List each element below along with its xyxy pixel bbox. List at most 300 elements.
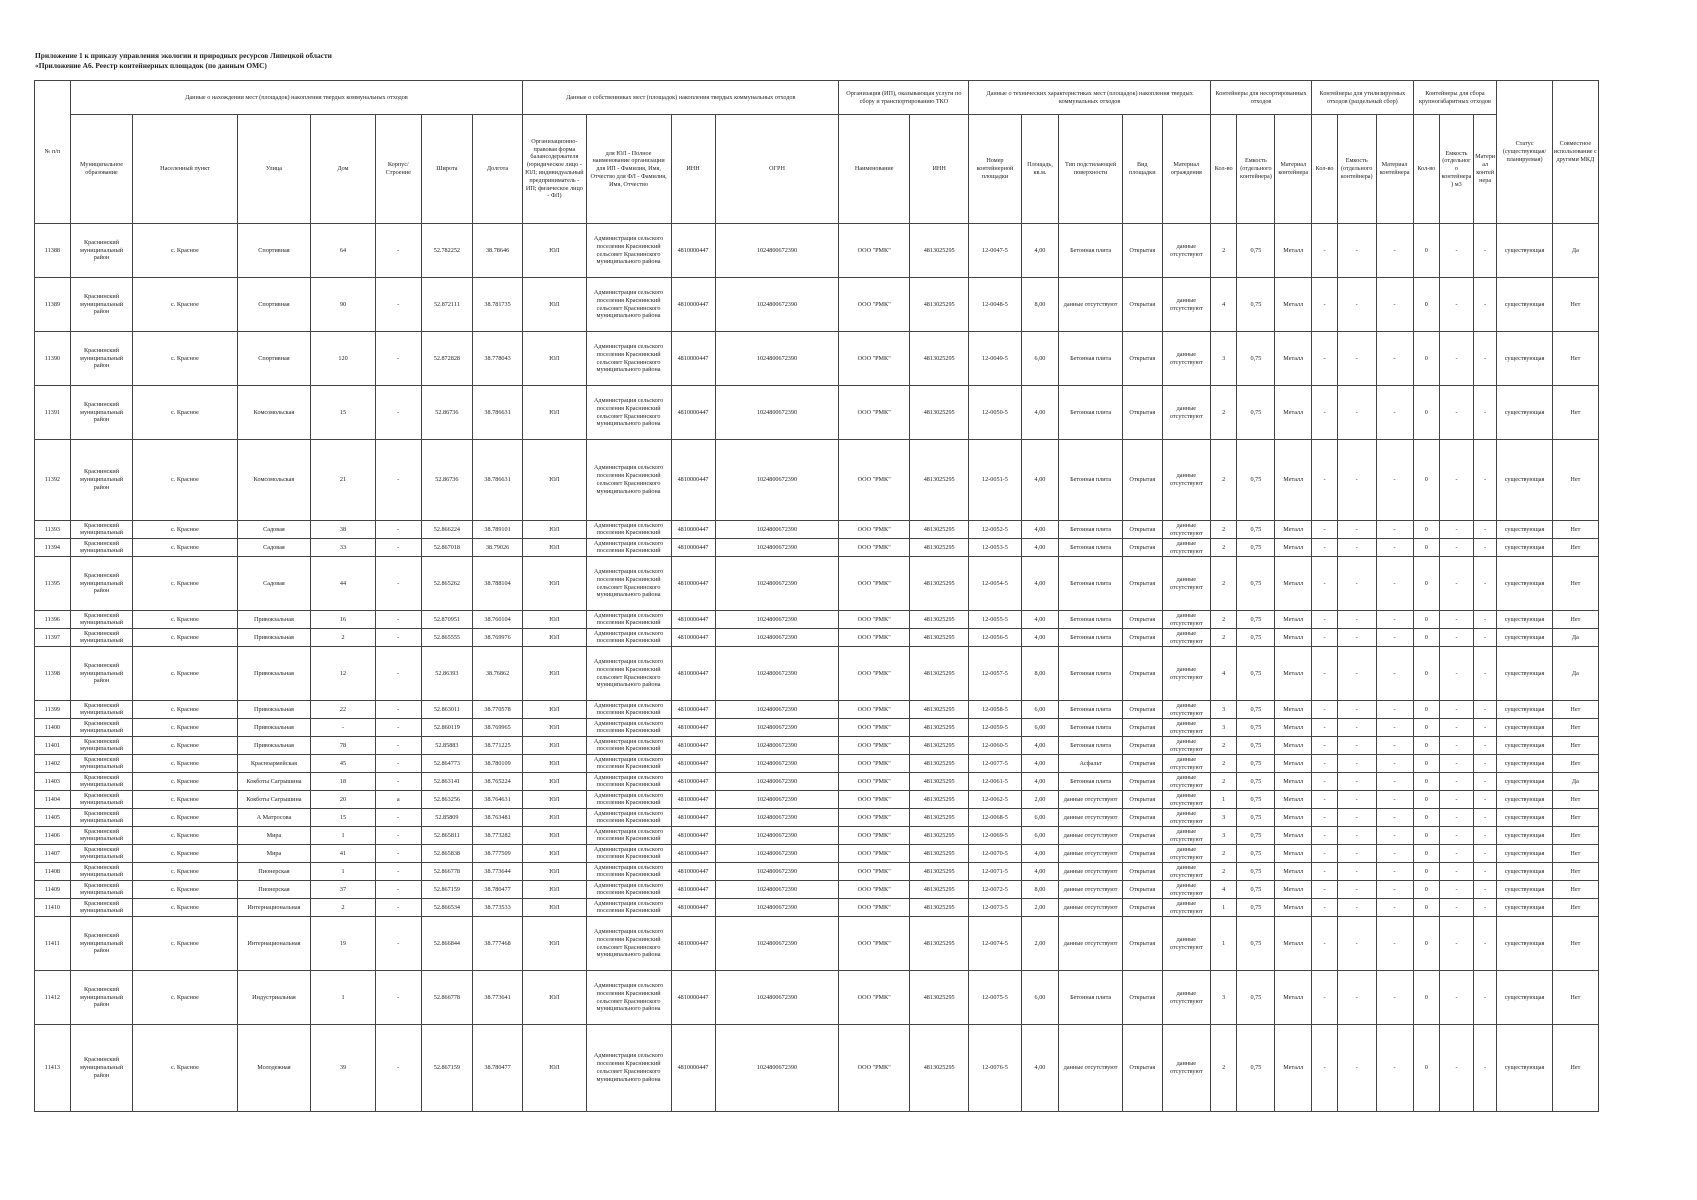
house-cell	[311, 737, 375, 755]
fence-material-cell-text: данные отсутствуют	[1169, 539, 1203, 555]
house-cell-text: 37	[339, 885, 347, 893]
separate-count-cell	[1312, 755, 1338, 773]
site-number-cell	[969, 845, 1021, 863]
latitude-cell	[421, 629, 472, 647]
owner-inn-cell	[671, 827, 715, 845]
house-cell-text: 19	[339, 939, 347, 947]
legal-form-cell-text: ЮЛ	[549, 867, 560, 875]
status-cell	[1497, 386, 1552, 440]
row-number-text: 11411	[44, 939, 60, 947]
street-cell-text: Садовая	[263, 579, 285, 587]
site-number-cell	[969, 611, 1021, 629]
row-number	[35, 827, 71, 845]
separate-capacity-cell-text: -	[1355, 903, 1358, 911]
owner-name-cell	[586, 827, 671, 845]
latitude-cell	[421, 647, 472, 701]
separate-material-cell	[1376, 278, 1413, 332]
site-number-cell-text: 12-0053-5	[982, 543, 1008, 551]
surface-type-cell-text: Бетонная плита	[1070, 246, 1112, 254]
column-header: Площадь, кв.м.	[1021, 115, 1059, 224]
owner-inn-cell	[671, 863, 715, 881]
municipality-cell-text: Краснинский муниципальный район	[79, 346, 124, 370]
building-cell-text: -	[397, 615, 400, 623]
settlement-cell	[133, 629, 237, 647]
settlement-cell-text: с. Красное	[171, 633, 199, 641]
bulky-capacity-cell	[1440, 557, 1474, 611]
site-number-cell-text: 12-0062-5	[982, 795, 1008, 803]
owner-name-cell	[586, 647, 671, 701]
house-cell-text: 44	[339, 579, 347, 587]
operator-name-cell-text: ООО "РМК"	[857, 615, 891, 623]
status-cell	[1497, 863, 1552, 881]
bulky-capacity-cell	[1440, 386, 1474, 440]
owner-inn-cell	[671, 809, 715, 827]
separate-count-cell-text: -	[1323, 831, 1326, 839]
shared-use-cell	[1552, 791, 1598, 809]
container-capacity-cell	[1237, 440, 1275, 521]
settlement-cell	[133, 332, 237, 386]
separate-count-cell-text: -	[1323, 246, 1326, 254]
legal-form-cell	[523, 719, 586, 737]
settlement-cell-text: с. Красное	[171, 813, 199, 821]
separate-capacity-cell	[1337, 863, 1376, 881]
longitude-cell	[472, 224, 522, 278]
owner-inn-cell	[671, 701, 715, 719]
operator-name-cell-text: ООО "РМК"	[857, 543, 891, 551]
building-cell	[375, 224, 421, 278]
settlement-cell	[133, 899, 237, 917]
container-count-cell	[1210, 827, 1237, 845]
owner-inn-cell	[671, 521, 715, 539]
settlement-cell-text: с. Красное	[171, 525, 199, 533]
surface-type-cell	[1059, 827, 1122, 845]
container-capacity-cell	[1237, 539, 1275, 557]
row-number-text: 11408	[44, 867, 61, 875]
shared-use-cell-text: Да	[1571, 669, 1579, 677]
municipality-cell-text: Краснинский муниципальный	[79, 521, 124, 537]
bulky-material-cell	[1473, 917, 1497, 971]
latitude-cell	[421, 701, 472, 719]
fence-material-cell-text: данные отсутствуют	[1169, 845, 1203, 861]
street-cell-text: А Матросова	[256, 813, 292, 821]
legal-form-cell-text: ЮЛ	[549, 741, 560, 749]
house-cell-text: 64	[339, 246, 347, 254]
operator-name-cell	[839, 791, 910, 809]
street-cell	[237, 224, 311, 278]
operator-inn-cell	[909, 845, 968, 863]
separate-material-cell	[1376, 881, 1413, 899]
municipality-cell-text: Краснинский муниципальный	[79, 701, 124, 717]
site-number-cell	[969, 719, 1021, 737]
status-cell	[1497, 332, 1552, 386]
column-header: ИНН	[909, 115, 968, 224]
separate-capacity-cell-text: -	[1355, 1064, 1358, 1072]
legal-form-cell-text: ЮЛ	[549, 579, 560, 587]
municipality-cell-text: Краснинский муниципальный	[79, 611, 124, 627]
owner-inn-cell-text: 4810000447	[677, 993, 709, 1001]
house-cell-text: 1	[341, 831, 345, 839]
container-material-cell	[1275, 1025, 1312, 1112]
shared-use-cell	[1552, 881, 1598, 899]
container-count-cell	[1210, 332, 1237, 386]
area-cell	[1021, 755, 1059, 773]
bulky-count-cell	[1413, 917, 1440, 971]
operator-name-cell	[839, 755, 910, 773]
municipality-cell-text: Краснинский муниципальный	[79, 809, 124, 825]
bulky-material-cell	[1473, 647, 1497, 701]
bulky-material-cell-text: -	[1484, 795, 1487, 803]
area-cell-text: 4,00	[1034, 633, 1046, 641]
building-cell-text: а	[396, 795, 400, 803]
container-count-cell-text: 2	[1222, 777, 1226, 785]
site-number-cell	[969, 629, 1021, 647]
operator-name-cell	[839, 332, 910, 386]
separate-capacity-cell-text: -	[1355, 408, 1358, 416]
longitude-cell-text: 38.769965	[484, 723, 511, 731]
bulky-material-cell	[1473, 809, 1497, 827]
bulky-count-cell	[1413, 791, 1440, 809]
owner-ogrn-cell-text: 1024800672390	[756, 525, 798, 533]
municipality-cell-text: Краснинский муниципальный	[79, 719, 124, 735]
column-header: Дом	[311, 115, 375, 224]
operator-inn-cell	[909, 881, 968, 899]
municipality-cell-text: Краснинский муниципальный	[79, 899, 124, 915]
operator-inn-cell	[909, 899, 968, 917]
container-material-cell	[1275, 557, 1312, 611]
container-count-cell	[1210, 701, 1237, 719]
site-number-cell	[969, 224, 1021, 278]
container-count-cell	[1210, 1025, 1237, 1112]
latitude-cell-text: 52.866778	[433, 993, 461, 1001]
owner-inn-cell-text: 4810000447	[677, 849, 709, 857]
container-count-cell-text: 2	[1222, 543, 1226, 551]
container-count-cell-text: 3	[1222, 813, 1226, 821]
container-capacity-cell	[1237, 1025, 1275, 1112]
fence-material-cell	[1162, 809, 1210, 827]
bulky-material-cell	[1473, 899, 1497, 917]
bulky-count-cell-text: 0	[1424, 579, 1428, 587]
owner-name-cell-text: Администрация сельского поселения Краснинский	[593, 773, 664, 789]
separate-count-cell	[1312, 539, 1338, 557]
container-material-cell	[1275, 881, 1312, 899]
separate-material-cell-text: -	[1393, 669, 1396, 677]
settlement-cell	[133, 278, 237, 332]
container-material-cell	[1275, 899, 1312, 917]
bulky-count-cell-text: 0	[1424, 831, 1428, 839]
operator-name-cell	[839, 899, 910, 917]
area-cell	[1021, 647, 1059, 701]
owner-inn-cell-text: 4810000447	[677, 831, 709, 839]
separate-count-cell-text: -	[1323, 813, 1326, 821]
owner-inn-cell-text: 4810000447	[677, 579, 709, 587]
owner-inn-cell-text: 4810000447	[677, 615, 709, 623]
container-material-cell	[1275, 332, 1312, 386]
municipality-cell	[70, 278, 132, 332]
surface-type-cell	[1059, 386, 1122, 440]
surface-type-cell	[1059, 881, 1122, 899]
municipality-cell-text: Краснинский муниципальный	[79, 773, 124, 789]
legal-form-cell	[523, 737, 586, 755]
container-capacity-cell-text: 0,75	[1250, 1064, 1262, 1072]
street-cell-text: Привокзальная	[254, 633, 294, 641]
container-material-cell-text: Металл	[1283, 300, 1304, 308]
operator-name-cell	[839, 647, 910, 701]
bulky-material-cell	[1473, 971, 1497, 1025]
separate-capacity-cell	[1337, 557, 1376, 611]
surface-type-cell-text: Бетонная плита	[1070, 741, 1112, 749]
site-type-cell	[1122, 881, 1162, 899]
operator-name-cell	[839, 845, 910, 863]
bulky-count-cell	[1413, 386, 1440, 440]
container-material-cell-text: Металл	[1283, 795, 1304, 803]
bulky-material-cell-text: -	[1484, 579, 1487, 587]
building-cell-text: -	[397, 849, 400, 857]
container-material-cell-text: Металл	[1283, 633, 1304, 641]
shared-use-cell-text: Нет	[1570, 408, 1581, 416]
separate-count-cell	[1312, 701, 1338, 719]
site-number-cell	[969, 863, 1021, 881]
surface-type-cell-text: Бетонная плита	[1070, 777, 1112, 785]
house-cell	[311, 386, 375, 440]
surface-type-cell	[1059, 629, 1122, 647]
bulky-material-cell	[1473, 224, 1497, 278]
latitude-cell-text: 52.872828	[433, 354, 461, 362]
latitude-cell-text: 52.85883	[435, 741, 459, 749]
separate-count-cell	[1312, 809, 1338, 827]
separate-count-cell-text: -	[1323, 993, 1326, 1001]
owner-inn-cell-text: 4810000447	[677, 354, 709, 362]
container-count-cell	[1210, 791, 1237, 809]
owner-name-cell-text: Администрация сельского поселения Краснинский	[593, 863, 664, 879]
operator-inn-cell	[909, 278, 968, 332]
fence-material-cell-text: данные отсутствуют	[1169, 935, 1203, 951]
settlement-cell	[133, 755, 237, 773]
owner-ogrn-cell-text: 1024800672390	[756, 408, 798, 416]
area-cell-text: 6,00	[1034, 354, 1046, 362]
separate-material-cell	[1376, 899, 1413, 917]
container-capacity-cell	[1237, 629, 1275, 647]
container-count-cell-text: 1	[1222, 939, 1226, 947]
fence-material-cell-text: данные отсутствуют	[1169, 242, 1203, 258]
owner-inn-cell-text: 4810000447	[677, 903, 709, 911]
status-cell-text: существующая	[1504, 795, 1545, 803]
owner-inn-cell	[671, 755, 715, 773]
operator-name-cell	[839, 521, 910, 539]
building-cell-text: -	[397, 885, 400, 893]
shared-use-cell-text: Нет	[1570, 1064, 1581, 1072]
street-cell-text: Привокзальная	[254, 705, 294, 713]
separate-capacity-cell	[1337, 521, 1376, 539]
settlement-cell	[133, 521, 237, 539]
fence-material-cell-text: данные отсутствуют	[1169, 629, 1203, 645]
longitude-cell-text: 38.773533	[484, 903, 511, 911]
building-cell	[375, 332, 421, 386]
row-number	[35, 1025, 71, 1112]
bulky-material-cell-text: -	[1484, 885, 1487, 893]
latitude-cell-text: 52.860119	[433, 723, 460, 731]
container-capacity-cell	[1237, 773, 1275, 791]
building-cell-text: -	[397, 813, 400, 821]
operator-inn-cell-text: 4813025295	[923, 354, 955, 362]
row-number	[35, 611, 71, 629]
separate-material-cell	[1376, 827, 1413, 845]
bulky-material-cell-text: -	[1484, 300, 1487, 308]
bulky-count-cell	[1413, 845, 1440, 863]
house-cell	[311, 440, 375, 521]
owner-name-cell-text: Администрация сельского поселения Краснинский сельсовет Краснинского муниципального района	[593, 342, 664, 374]
legal-form-cell	[523, 539, 586, 557]
municipality-cell	[70, 719, 132, 737]
bulky-capacity-cell	[1440, 899, 1474, 917]
settlement-cell-text: с. Красное	[171, 741, 199, 749]
operator-inn-cell	[909, 647, 968, 701]
owner-name-cell-text: Администрация сельского поселения Краснинский	[593, 539, 664, 555]
container-material-cell	[1275, 278, 1312, 332]
row-number	[35, 701, 71, 719]
building-cell	[375, 701, 421, 719]
site-number-cell	[969, 791, 1021, 809]
street-cell	[237, 1025, 311, 1112]
bulky-material-cell-text: -	[1484, 741, 1487, 749]
operator-name-cell	[839, 737, 910, 755]
container-count-cell	[1210, 629, 1237, 647]
legal-form-cell	[523, 971, 586, 1025]
settlement-cell-text: с. Красное	[171, 300, 199, 308]
settlement-cell	[133, 971, 237, 1025]
table-row	[35, 809, 1599, 827]
latitude-cell-text: 52.86736	[435, 408, 459, 416]
street-cell-text: Мира	[266, 831, 282, 839]
bulky-capacity-cell	[1440, 737, 1474, 755]
site-number-cell-text: 12-0051-5	[982, 476, 1008, 484]
separate-count-cell-text: -	[1323, 885, 1326, 893]
operator-name-cell	[839, 278, 910, 332]
longitude-cell-text: 38.760104	[484, 615, 511, 623]
container-capacity-cell	[1237, 791, 1275, 809]
separate-material-cell-text: -	[1393, 408, 1396, 416]
site-type-cell	[1122, 386, 1162, 440]
longitude-cell	[472, 611, 522, 629]
bulky-material-cell	[1473, 773, 1497, 791]
operator-name-cell-text: ООО "РМК"	[857, 476, 891, 484]
building-cell-text: -	[397, 705, 400, 713]
surface-type-cell-text: Бетонная плита	[1070, 633, 1112, 641]
legal-form-cell	[523, 224, 586, 278]
separate-material-cell	[1376, 701, 1413, 719]
longitude-cell	[472, 755, 522, 773]
row-number	[35, 224, 71, 278]
shared-use-cell	[1552, 557, 1598, 611]
operator-name-cell	[839, 611, 910, 629]
street-cell-text: Индустриальная	[252, 993, 296, 1001]
container-material-cell-text: Металл	[1283, 408, 1304, 416]
shared-use-cell	[1552, 827, 1598, 845]
building-cell-text: -	[397, 633, 400, 641]
site-number-cell	[969, 440, 1021, 521]
shared-use-cell	[1552, 863, 1598, 881]
separate-material-cell	[1376, 521, 1413, 539]
house-cell-text: 45	[339, 759, 347, 767]
shared-use-cell	[1552, 773, 1598, 791]
operator-name-cell	[839, 809, 910, 827]
site-type-cell-text: Открытая	[1129, 669, 1156, 677]
operator-name-cell-text: ООО "РМК"	[857, 867, 891, 875]
legal-form-cell	[523, 278, 586, 332]
area-cell	[1021, 1025, 1059, 1112]
operator-name-cell	[839, 440, 910, 521]
longitude-cell	[472, 557, 522, 611]
street-cell-text: Кокботы Сагрышина	[246, 777, 302, 785]
surface-type-cell-text: Бетонная плита	[1070, 705, 1112, 713]
row-number	[35, 917, 71, 971]
separate-count-cell	[1312, 917, 1338, 971]
row-number	[35, 755, 71, 773]
surface-type-cell	[1059, 224, 1122, 278]
separate-count-cell-text: -	[1323, 723, 1326, 731]
area-cell	[1021, 440, 1059, 521]
group-header: Данные о собственниках мест (площадок) накопления твердых коммунальных отходов	[523, 81, 839, 115]
separate-material-cell	[1376, 611, 1413, 629]
owner-name-cell-text: Администрация сельского поселения Краснинский сельсовет Краснинского муниципального района	[593, 927, 664, 959]
surface-type-cell-text: данные отсутствуют	[1063, 831, 1118, 839]
container-capacity-cell-text: 0,75	[1250, 993, 1262, 1001]
legal-form-cell-text: ЮЛ	[549, 354, 560, 362]
container-capacity-cell-text: 0,75	[1250, 615, 1262, 623]
container-count-cell	[1210, 737, 1237, 755]
latitude-cell	[421, 773, 472, 791]
status-cell-text: существующая	[1504, 705, 1545, 713]
owner-name-cell	[586, 755, 671, 773]
site-number-cell	[969, 701, 1021, 719]
status-cell-text: существующая	[1504, 543, 1545, 551]
bulky-capacity-cell	[1440, 1025, 1474, 1112]
bulky-capacity-cell	[1440, 791, 1474, 809]
container-material-cell	[1275, 539, 1312, 557]
row-number	[35, 863, 71, 881]
area-cell-text: 4,00	[1034, 543, 1046, 551]
owner-inn-cell	[671, 611, 715, 629]
bulky-material-cell	[1473, 278, 1497, 332]
municipality-cell	[70, 863, 132, 881]
surface-type-cell	[1059, 611, 1122, 629]
owner-ogrn-cell-text: 1024800672390	[756, 705, 798, 713]
legal-form-cell	[523, 881, 586, 899]
owner-ogrn-cell-text: 1024800672390	[756, 741, 798, 749]
bulky-capacity-cell-text: -	[1455, 705, 1458, 713]
site-type-cell	[1122, 827, 1162, 845]
owner-inn-cell	[671, 629, 715, 647]
street-cell-text: Мира	[266, 849, 282, 857]
owner-inn-cell	[671, 557, 715, 611]
street-cell	[237, 557, 311, 611]
operator-inn-cell	[909, 791, 968, 809]
owner-name-cell	[586, 881, 671, 899]
settlement-cell	[133, 539, 237, 557]
site-type-cell-text: Открытая	[1129, 741, 1156, 749]
bulky-material-cell	[1473, 719, 1497, 737]
status-cell	[1497, 737, 1552, 755]
bulky-capacity-cell-text: -	[1455, 939, 1458, 947]
house-cell-text: 18	[339, 777, 347, 785]
column-header: Кол-во	[1312, 115, 1338, 224]
building-cell	[375, 386, 421, 440]
owner-inn-cell	[671, 386, 715, 440]
bulky-capacity-cell	[1440, 539, 1474, 557]
group-header: Контейнеры для утилизируемых отходов (раздельный сбор)	[1312, 81, 1413, 115]
bulky-count-cell	[1413, 539, 1440, 557]
separate-capacity-cell	[1337, 278, 1376, 332]
table-row	[35, 845, 1599, 863]
